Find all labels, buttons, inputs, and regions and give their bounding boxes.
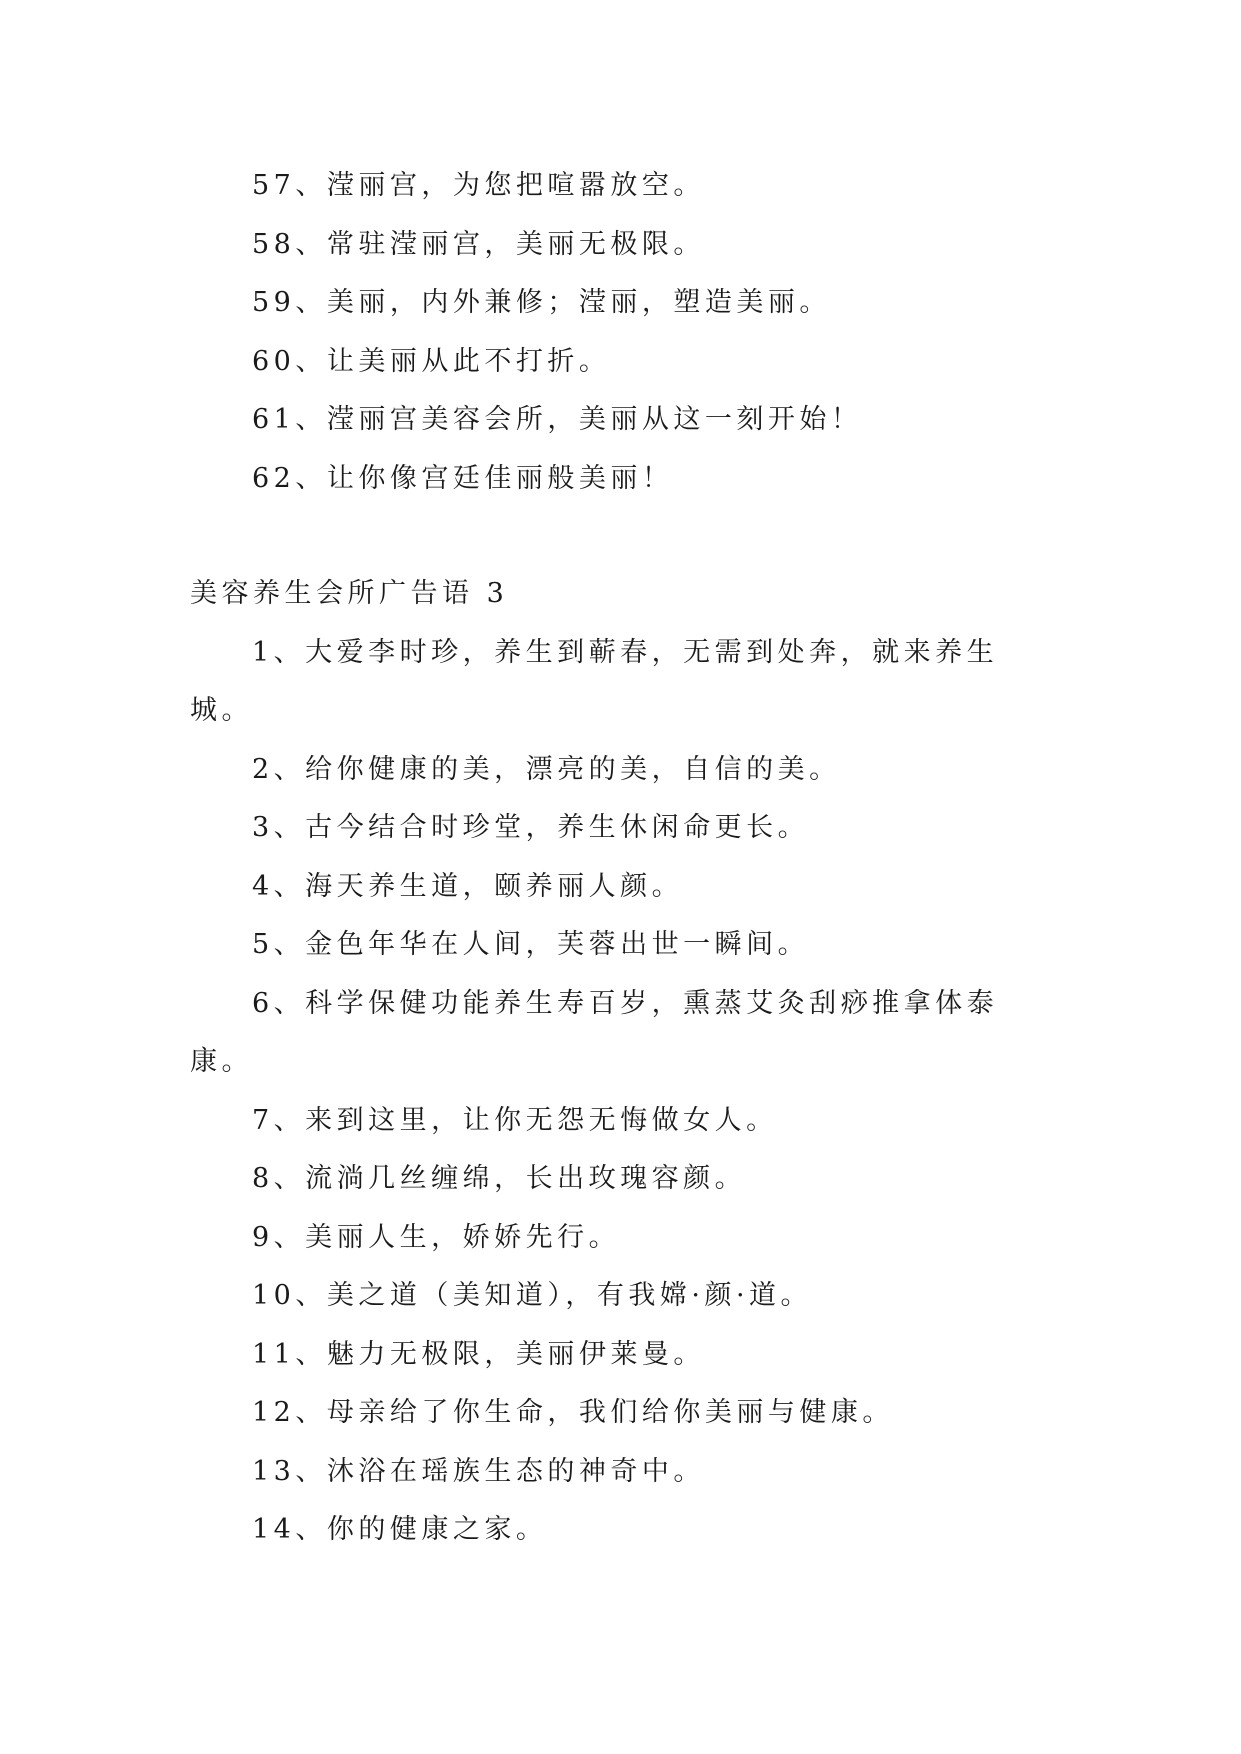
list-item: 2、给你健康的美，漂亮的美，自信的美。 (252, 753, 841, 785)
list-item: 13、沐浴在瑶族生态的神奇中。 (252, 1455, 705, 1487)
list-item: 62、让你像宫廷佳丽般美丽！ (252, 462, 674, 494)
list-item: 10、美之道（美知道），有我嫦·颜·道。 (252, 1280, 813, 1311)
slogan-list-continued (190, 157, 1050, 508)
list-item: 57、滢丽宫，为您把喧嚣放空。 (252, 170, 705, 201)
list-item: 60、让美丽从此不打折。 (252, 345, 611, 377)
list-item: 14、你的健康之家。 (252, 1514, 548, 1545)
slogan-section-3 (190, 565, 1050, 1560)
list-item: 12、母亲给了你生命，我们给你美丽与健康。 (252, 1397, 894, 1428)
list-item: 7、来到这里，让你无怨无悔做女人。 (252, 1104, 778, 1136)
list-item: 59、美丽，内外兼修；滢丽，塑造美丽。 (252, 287, 831, 318)
list-item: 8、流淌几丝缠绵，长出玫瑰容颜。 (252, 1163, 747, 1194)
list-item: 5、金色年华在人间，芙蓉出世一瞬间。 (252, 929, 810, 960)
list-item: 4、海天养生道，颐养丽人颜。 (252, 870, 684, 902)
section-heading: 美容养生会所广告语 3 (190, 578, 509, 609)
list-item: 11、魅力无极限，美丽伊莱曼。 (252, 1338, 705, 1370)
list-item: 58、常驻滢丽宫，美丽无极限。 (252, 228, 705, 260)
list-item: 9、美丽人生，娇娇先行。 (252, 1221, 621, 1253)
list-item: 6、科学保健功能养生寿百岁，熏蒸艾灸刮痧推拿体泰康。 (190, 987, 999, 1077)
list-item: 1、大爱李时珍，养生到蕲春，无需到处奔，就来养生城。 (190, 636, 999, 726)
list-item: 3、古今结合时珍堂，养生休闲命更长。 (252, 812, 810, 843)
list-item: 61、滢丽宫美容会所，美丽从这一刻开始！ (252, 404, 863, 435)
